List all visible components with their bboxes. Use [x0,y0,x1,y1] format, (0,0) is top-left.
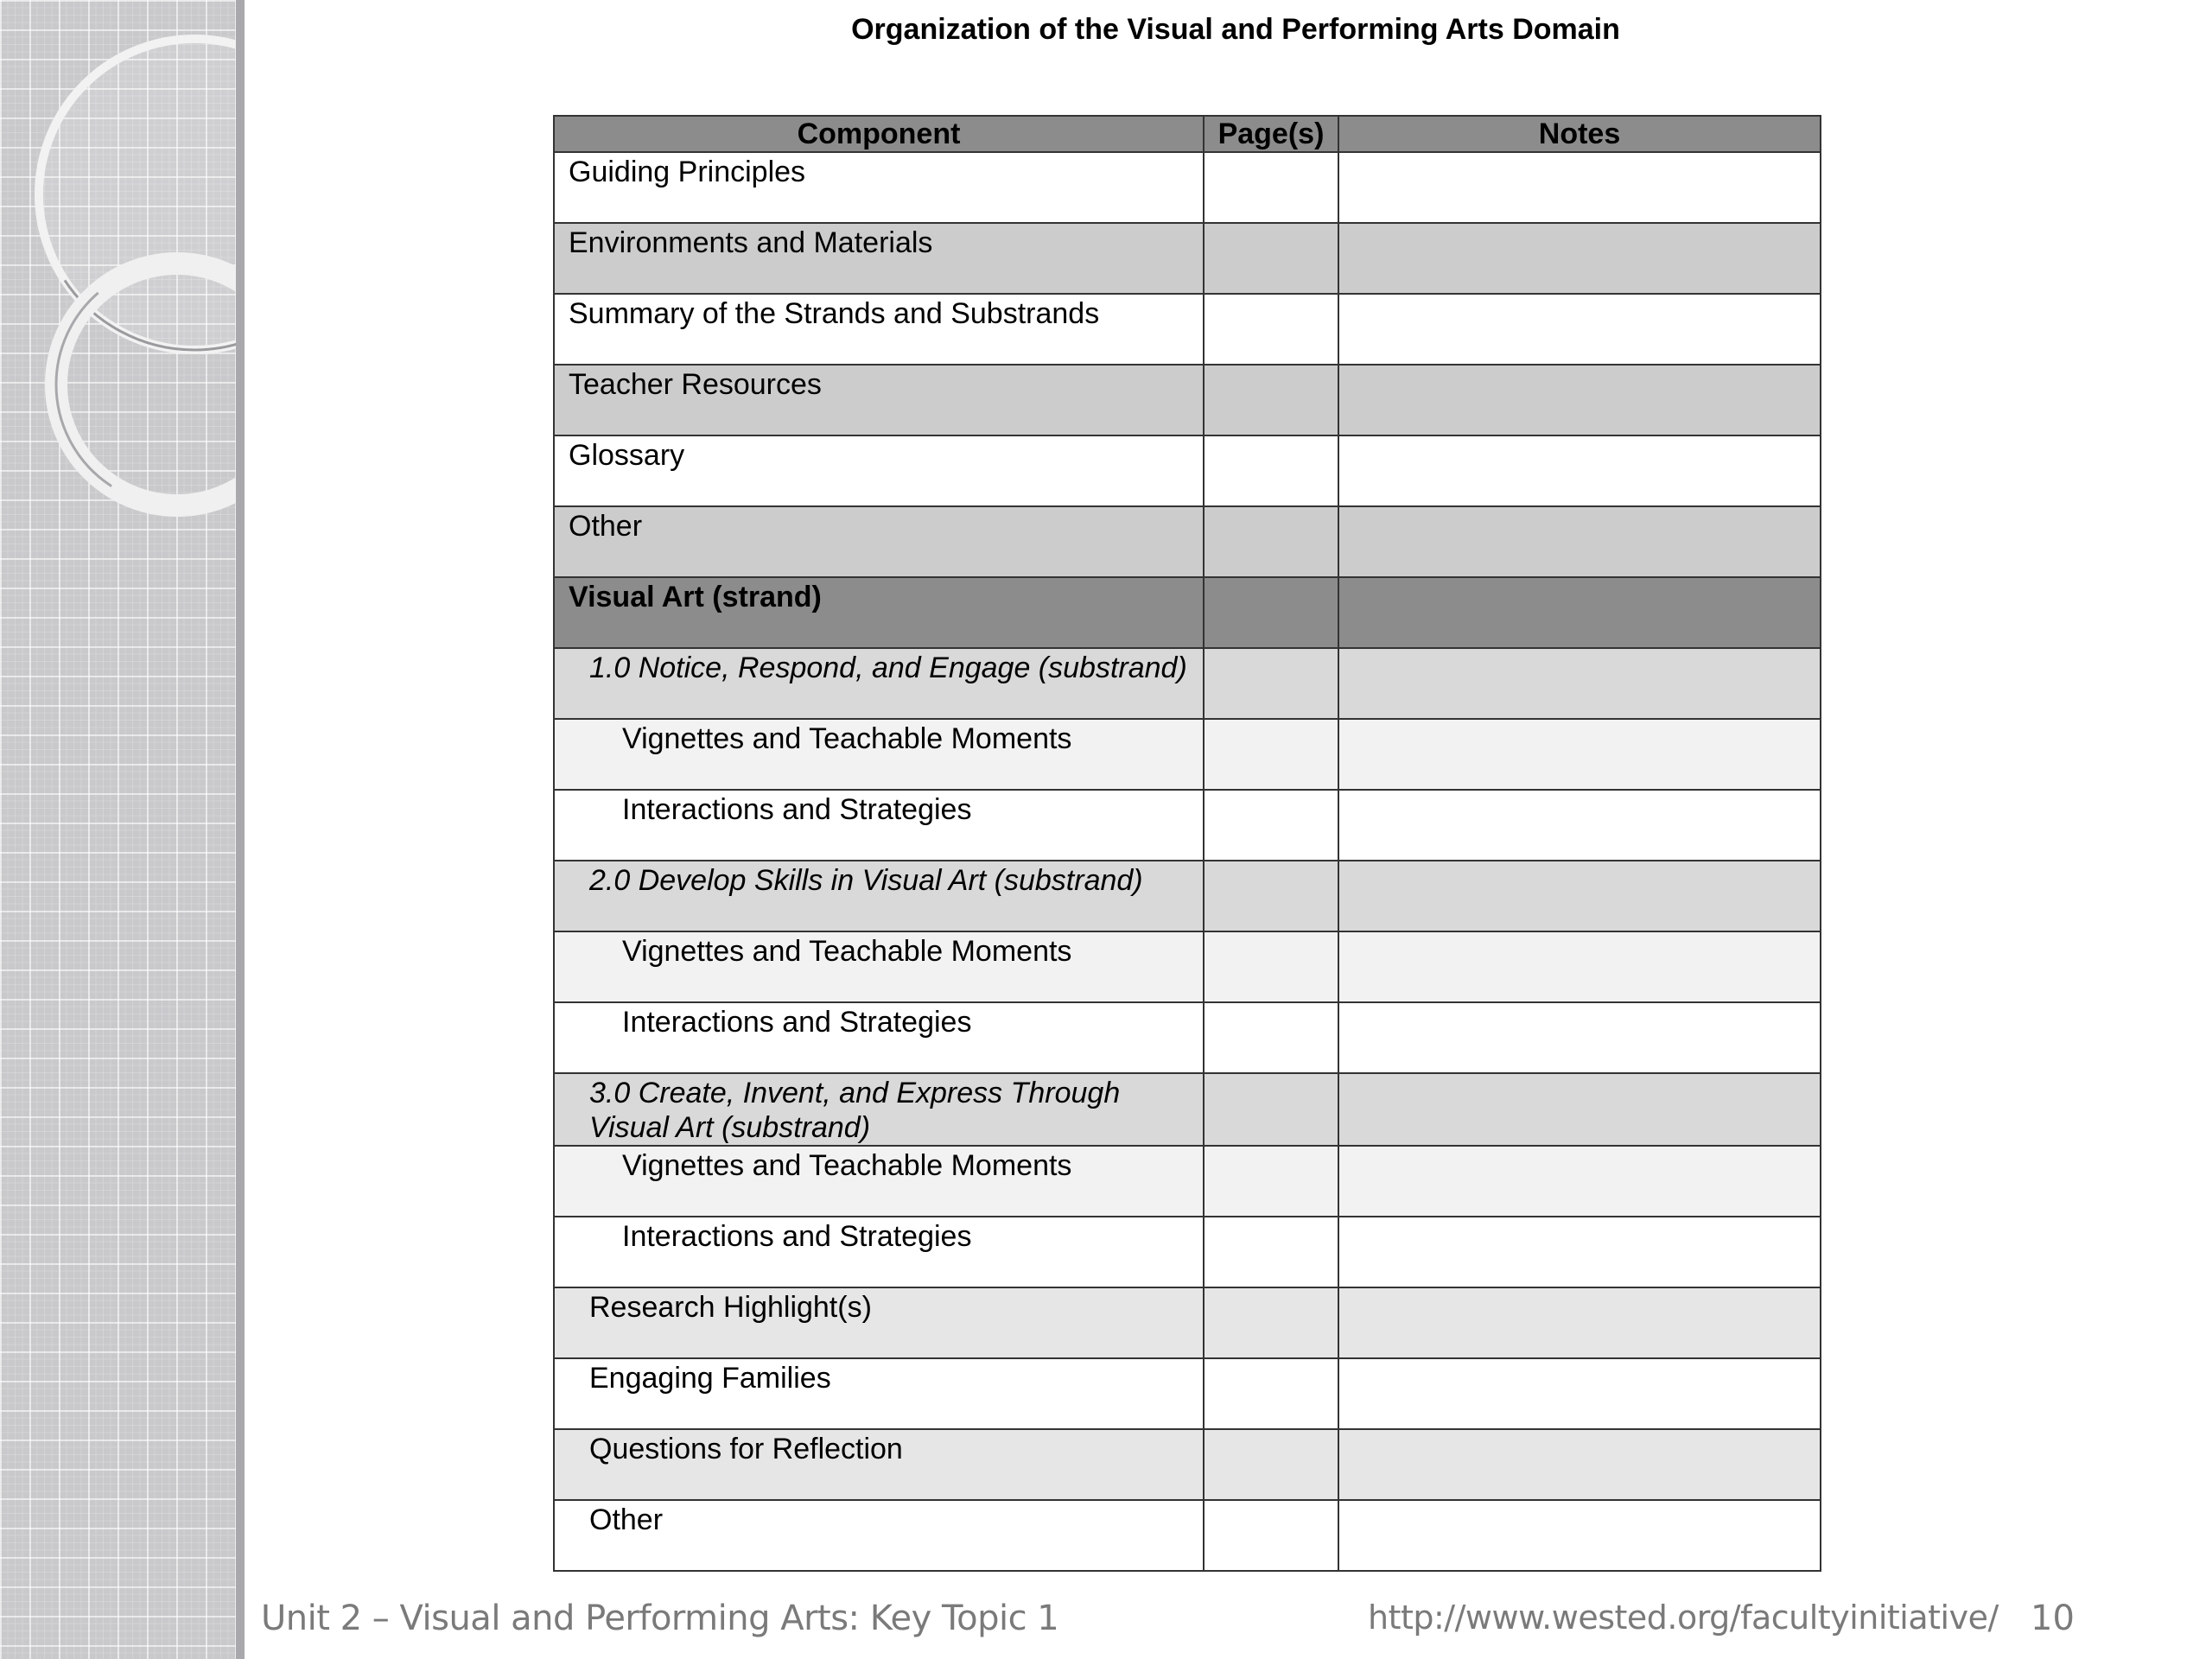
substrand-row [554,648,1821,719]
notes-cell [1338,1358,1821,1429]
pages-cell [1204,365,1338,435]
column-header-pages: Page(s) [1204,116,1338,152]
component-cell [554,719,1204,790]
notes-cell [1338,1217,1821,1287]
table-row [554,1429,1821,1500]
notes-cell [1338,1073,1821,1146]
component-label: Guiding Principles [569,156,806,188]
table-row [554,294,1821,365]
component-label: Summary of the Strands and Substrands [569,297,1100,330]
component-cell [554,1287,1204,1358]
table-row [554,1217,1821,1287]
notes-cell [1338,931,1821,1002]
pages-cell [1204,1287,1338,1358]
table-row [554,1146,1821,1217]
notes-cell [1338,435,1821,506]
component-cell [554,152,1204,223]
notes-cell [1338,506,1821,577]
component-cell [554,1002,1204,1073]
pages-cell [1204,790,1338,861]
component-cell [554,1429,1204,1500]
component-label: Visual Art (strand) [569,581,822,613]
pages-cell [1204,223,1338,294]
table-row [554,1287,1821,1358]
notes-cell [1338,1500,1821,1571]
notes-cell [1338,1429,1821,1500]
component-cell [554,365,1204,435]
component-label: Questions for Reflection [589,1433,903,1465]
component-label: Engaging Families [589,1362,831,1395]
component-label: Environments and Materials [569,226,933,259]
table-row [554,790,1821,861]
decorative-side-panel [0,0,245,1659]
table-row [554,435,1821,506]
table-row [554,1500,1821,1571]
page-number: 10 [2031,1599,2075,1638]
table-row [554,506,1821,577]
notes-cell [1338,1287,1821,1358]
notes-cell [1338,648,1821,719]
component-label: Interactions and Strategies [622,1220,972,1253]
component-label: 3.0 Create, Invent, and Express Through Visual Art (substrand) [589,1077,1121,1144]
component-cell [554,435,1204,506]
component-label: Vignettes and Teachable Moments [622,935,1072,968]
component-cell [554,648,1204,719]
pages-cell [1204,435,1338,506]
table-row [554,1358,1821,1429]
pages-cell [1204,1217,1338,1287]
table-row [554,719,1821,790]
component-label: Other [569,510,643,543]
notes-cell [1338,1002,1821,1073]
pages-cell [1204,648,1338,719]
pages-cell [1204,861,1338,931]
component-label: Interactions and Strategies [622,1006,972,1039]
pages-cell [1204,1073,1338,1146]
column-header-component: Component [554,116,1204,152]
pages-cell [1204,506,1338,577]
notes-cell [1338,365,1821,435]
footer-url-link[interactable]: http://www.wested.org/facultyinitiative/ [1368,1599,1999,1637]
footer-unit-label: Unit 2 – Visual and Performing Arts: Key Topic 1 [261,1599,1059,1638]
decorative-rings [0,0,245,553]
substrand-row [554,1073,1821,1146]
component-cell [554,931,1204,1002]
component-label: Glossary [569,439,685,472]
table-header-row [554,116,1821,152]
pages-cell [1204,1358,1338,1429]
component-cell [554,1358,1204,1429]
component-label: Vignettes and Teachable Moments [622,722,1072,755]
document-title: Organization of the Visual and Performing Arts Domain [851,13,1620,46]
pages-cell [1204,1146,1338,1217]
component-label: Interactions and Strategies [622,793,972,826]
table-row [554,931,1821,1002]
pages-cell [1204,1500,1338,1571]
component-cell [554,1073,1204,1146]
component-cell [554,294,1204,365]
component-cell [554,1217,1204,1287]
component-cell [554,577,1204,648]
notes-cell [1338,577,1821,648]
substrand-row [554,861,1821,931]
pages-cell [1204,1429,1338,1500]
notes-cell [1338,294,1821,365]
column-header-notes: Notes [1338,116,1821,152]
pages-cell [1204,577,1338,648]
component-label: 1.0 Notice, Respond, and Engage (substrand) [589,652,1187,684]
strand-row [554,577,1821,648]
table-row [554,223,1821,294]
component-cell [554,223,1204,294]
pages-cell [1204,719,1338,790]
component-label: Other [589,1503,664,1536]
pages-cell [1204,294,1338,365]
component-cell [554,790,1204,861]
component-cell [554,861,1204,931]
notes-cell [1338,1146,1821,1217]
table-row [554,1002,1821,1073]
pages-cell [1204,1002,1338,1073]
notes-cell [1338,152,1821,223]
component-cell [554,506,1204,577]
component-label: Teacher Resources [569,368,822,401]
component-cell [554,1500,1204,1571]
notes-cell [1338,790,1821,861]
component-label: 2.0 Develop Skills in Visual Art (substrand) [589,864,1143,897]
table-row [554,152,1821,223]
component-cell [554,1146,1204,1217]
notes-cell [1338,719,1821,790]
component-label: Research Highlight(s) [589,1291,872,1324]
pages-cell [1204,931,1338,1002]
organization-table [553,115,1821,1572]
pages-cell [1204,152,1338,223]
component-label: Vignettes and Teachable Moments [622,1149,1072,1182]
organization-table-wrapper [553,115,1820,1572]
notes-cell [1338,861,1821,931]
notes-cell [1338,223,1821,294]
table-row [554,365,1821,435]
